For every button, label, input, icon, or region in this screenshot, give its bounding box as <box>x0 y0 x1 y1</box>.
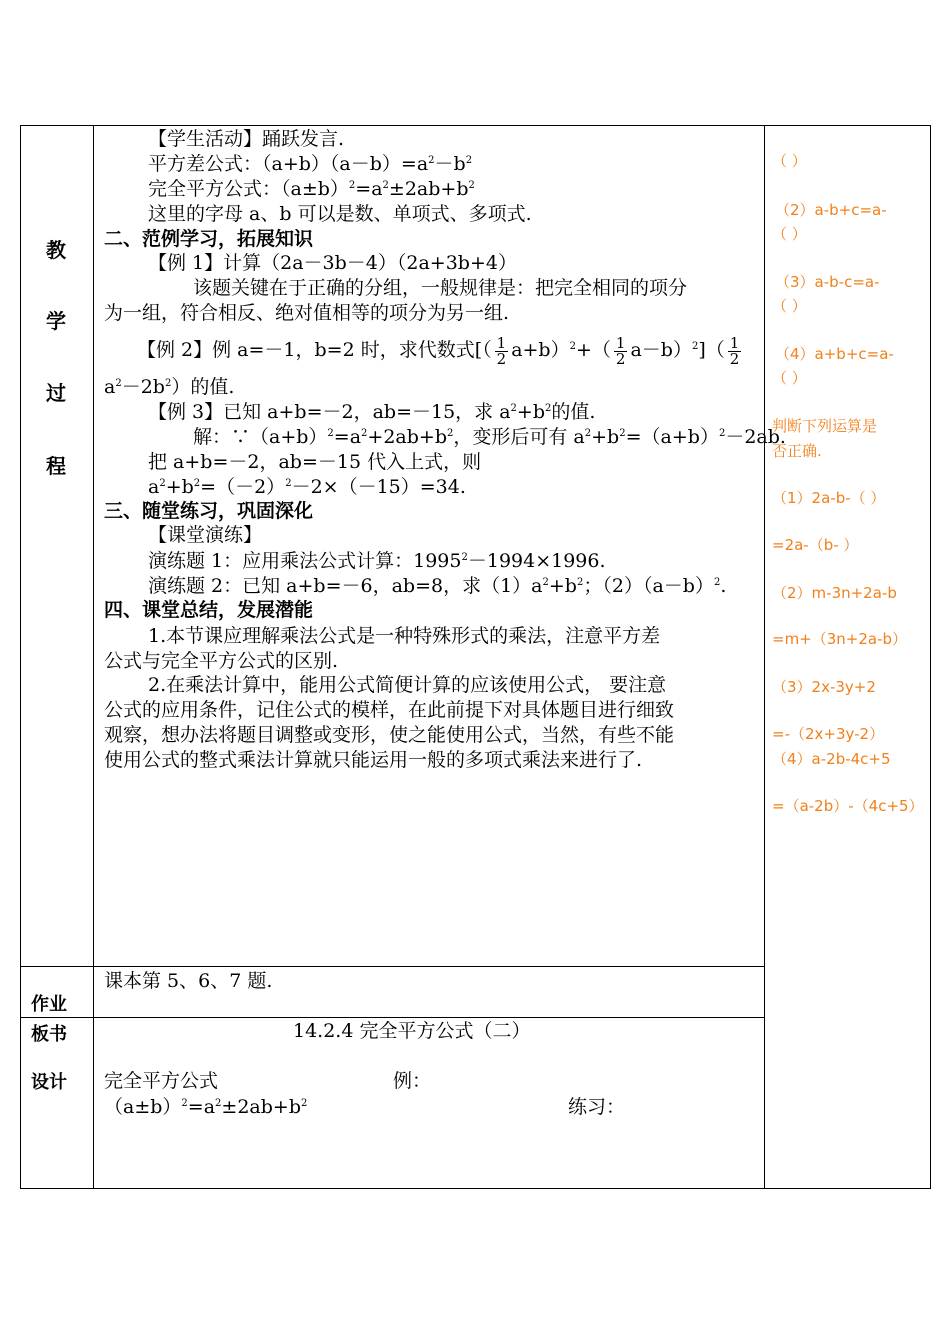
side-note-3a: （3）a-b-c=a- <box>775 273 880 291</box>
example-3: 【例 3】已知 a+b=－2，ab=－15，求 $a^2+b^2$的值. <box>148 401 596 423</box>
summary-1-line-1: 1.本节课应理解乘法公式是一种特殊形式的乘法，注意平方差 <box>148 625 661 647</box>
summary-2-line-2: 公式的应用条件，记住公式的模样，在此前提下对具体题目进行细致 <box>104 699 675 721</box>
table-left-border <box>20 125 21 1189</box>
label-column-divider <box>93 125 94 1189</box>
side-note-j1a: （1）2a-b-（ ） <box>772 489 886 507</box>
example-1: 【例 1】计算（2a－3b－4）（2a+3b+4） <box>148 252 517 274</box>
homework-row-top <box>20 966 764 967</box>
side-note-judge-2: 否正确. <box>772 442 822 460</box>
practice-tag: 【课堂演练】 <box>148 524 263 546</box>
board-formula: $(a\pm b)^2=a^2\pm 2ab+b^2$ <box>104 1096 308 1118</box>
side-note-j4a: （4）a-2b-4c+5 <box>772 750 891 768</box>
student-activity: 【学生活动】踊跃发言. <box>148 128 345 150</box>
fraction-half: $\frac{1}{2}$ <box>615 333 626 368</box>
summary-2-line-4: 使用公式的整式乘法计算就只能运用一般的多项式乘法来进行了. <box>104 749 643 771</box>
board-practice: 练习： <box>568 1096 626 1118</box>
label-process-2: 学 <box>46 309 66 333</box>
diff-squares-formula: 平方差公式：$(a+b)(a-b)=a^2-b^2$ <box>148 153 473 175</box>
example-2-line-2: $a^2-2b^2$）的值. <box>104 376 235 398</box>
practice-2: 演练题 2：已知 a+b=－6，ab=8，求$(1)a^2+b^2$；$(2)(a-b)^2$. <box>148 575 727 597</box>
section-2-title: 二、范例学习，拓展知识 <box>104 228 314 250</box>
summary-2-line-3: 观察，想办法将题目调整或变形，使之能使用公式，当然，有些不能 <box>104 724 675 746</box>
board-example: 例： <box>393 1070 432 1092</box>
side-note-3b: （ ） <box>772 297 807 315</box>
fraction-half: $\frac{1}{2}$ <box>729 333 740 368</box>
board-formula-name: 完全平方公式 <box>104 1070 219 1092</box>
fraction-half: $\frac{1}{2}$ <box>496 333 507 368</box>
side-note-j4b: =（a-2b）-（4c+5） <box>772 797 924 815</box>
practice-1: 演练题 1：应用乘法公式计算：$1995^2-1994\times 1996$. <box>148 550 606 572</box>
side-note-2a: （2）a-b+c=a- <box>775 201 887 219</box>
example-1-note-line-2: 为一组，符合相反、绝对值相等的项分为另一组. <box>104 302 510 324</box>
table-right-border <box>930 125 931 1189</box>
example-3-solution: 解：$\because(a+b)^2=a^2+2ab+b^2$，变形后可有 $a^2+b^2=(a+b)^2-2ab$. <box>193 426 786 448</box>
summary-1-line-2: 公式与完全平方公式的区别. <box>104 650 339 672</box>
side-note-4b: （ ） <box>772 369 807 387</box>
label-board-2: 设计 <box>31 1072 67 1093</box>
notes-column-divider <box>764 125 765 1189</box>
board-title: 14.2.4 完全平方公式（二） <box>293 1020 531 1042</box>
perfect-square-formula: 完全平方公式：$(a\pm b)^2=a^2\pm 2ab+b^2$ <box>148 178 475 200</box>
table-bottom-border <box>20 1188 931 1189</box>
example-2-line-1: 【例 2】例 a=－1，b=2 时，求代数式[（ $\frac{1}{2}$ a+b）$^2$+（ $\frac{1}{2}$ a－b）$^2$]（ $\frac{1}{2}$ <box>137 333 740 368</box>
label-homework: 作业 <box>31 994 67 1015</box>
side-note-j3a: （3）2x-3y+2 <box>772 678 876 696</box>
label-process-1: 教 <box>46 238 66 262</box>
side-note-j2b: =m+（3n+2a-b） <box>772 630 908 648</box>
example-3-result: $a^2+b^2=(-2)^2-2\times(-15)=34$. <box>148 476 466 498</box>
table-top-border <box>20 125 931 126</box>
letters-note: 这里的字母 a、b 可以是数、单项式、多项式. <box>148 203 532 225</box>
side-note-j1b: =2a-（b- ） <box>772 536 859 554</box>
side-note-judge-1: 判断下列运算是 <box>772 417 878 435</box>
side-note-4a: （4）a+b+c=a- <box>775 345 894 363</box>
side-note-2b: （ ） <box>772 225 807 243</box>
label-board-1: 板书 <box>31 1024 67 1045</box>
homework-text: 课本第 5、6、7 题. <box>104 970 273 992</box>
section-3-title: 三、随堂练习，巩固深化 <box>104 500 314 522</box>
board-row-top <box>20 1017 764 1018</box>
label-process-4: 程 <box>46 454 66 478</box>
example-1-note-line-1: 该题关键在于正确的分组，一般规律是：把完全相同的项分 <box>193 277 688 299</box>
substitution-line: 把 a+b=－2，ab=－15 代入上式，则 <box>148 451 482 473</box>
label-process-3: 过 <box>46 381 66 405</box>
side-note-blank-1: （ ） <box>772 152 807 170</box>
summary-2-line-1: 2.在乘法计算中，能用公式简便计算的应该使用公式， 要注意 <box>148 674 667 696</box>
side-note-j3b: =-（2x+3y-2） <box>772 725 885 743</box>
side-note-j2a: （2）m-3n+2a-b <box>772 584 897 602</box>
section-4-title: 四、课堂总结，发展潜能 <box>104 599 314 621</box>
